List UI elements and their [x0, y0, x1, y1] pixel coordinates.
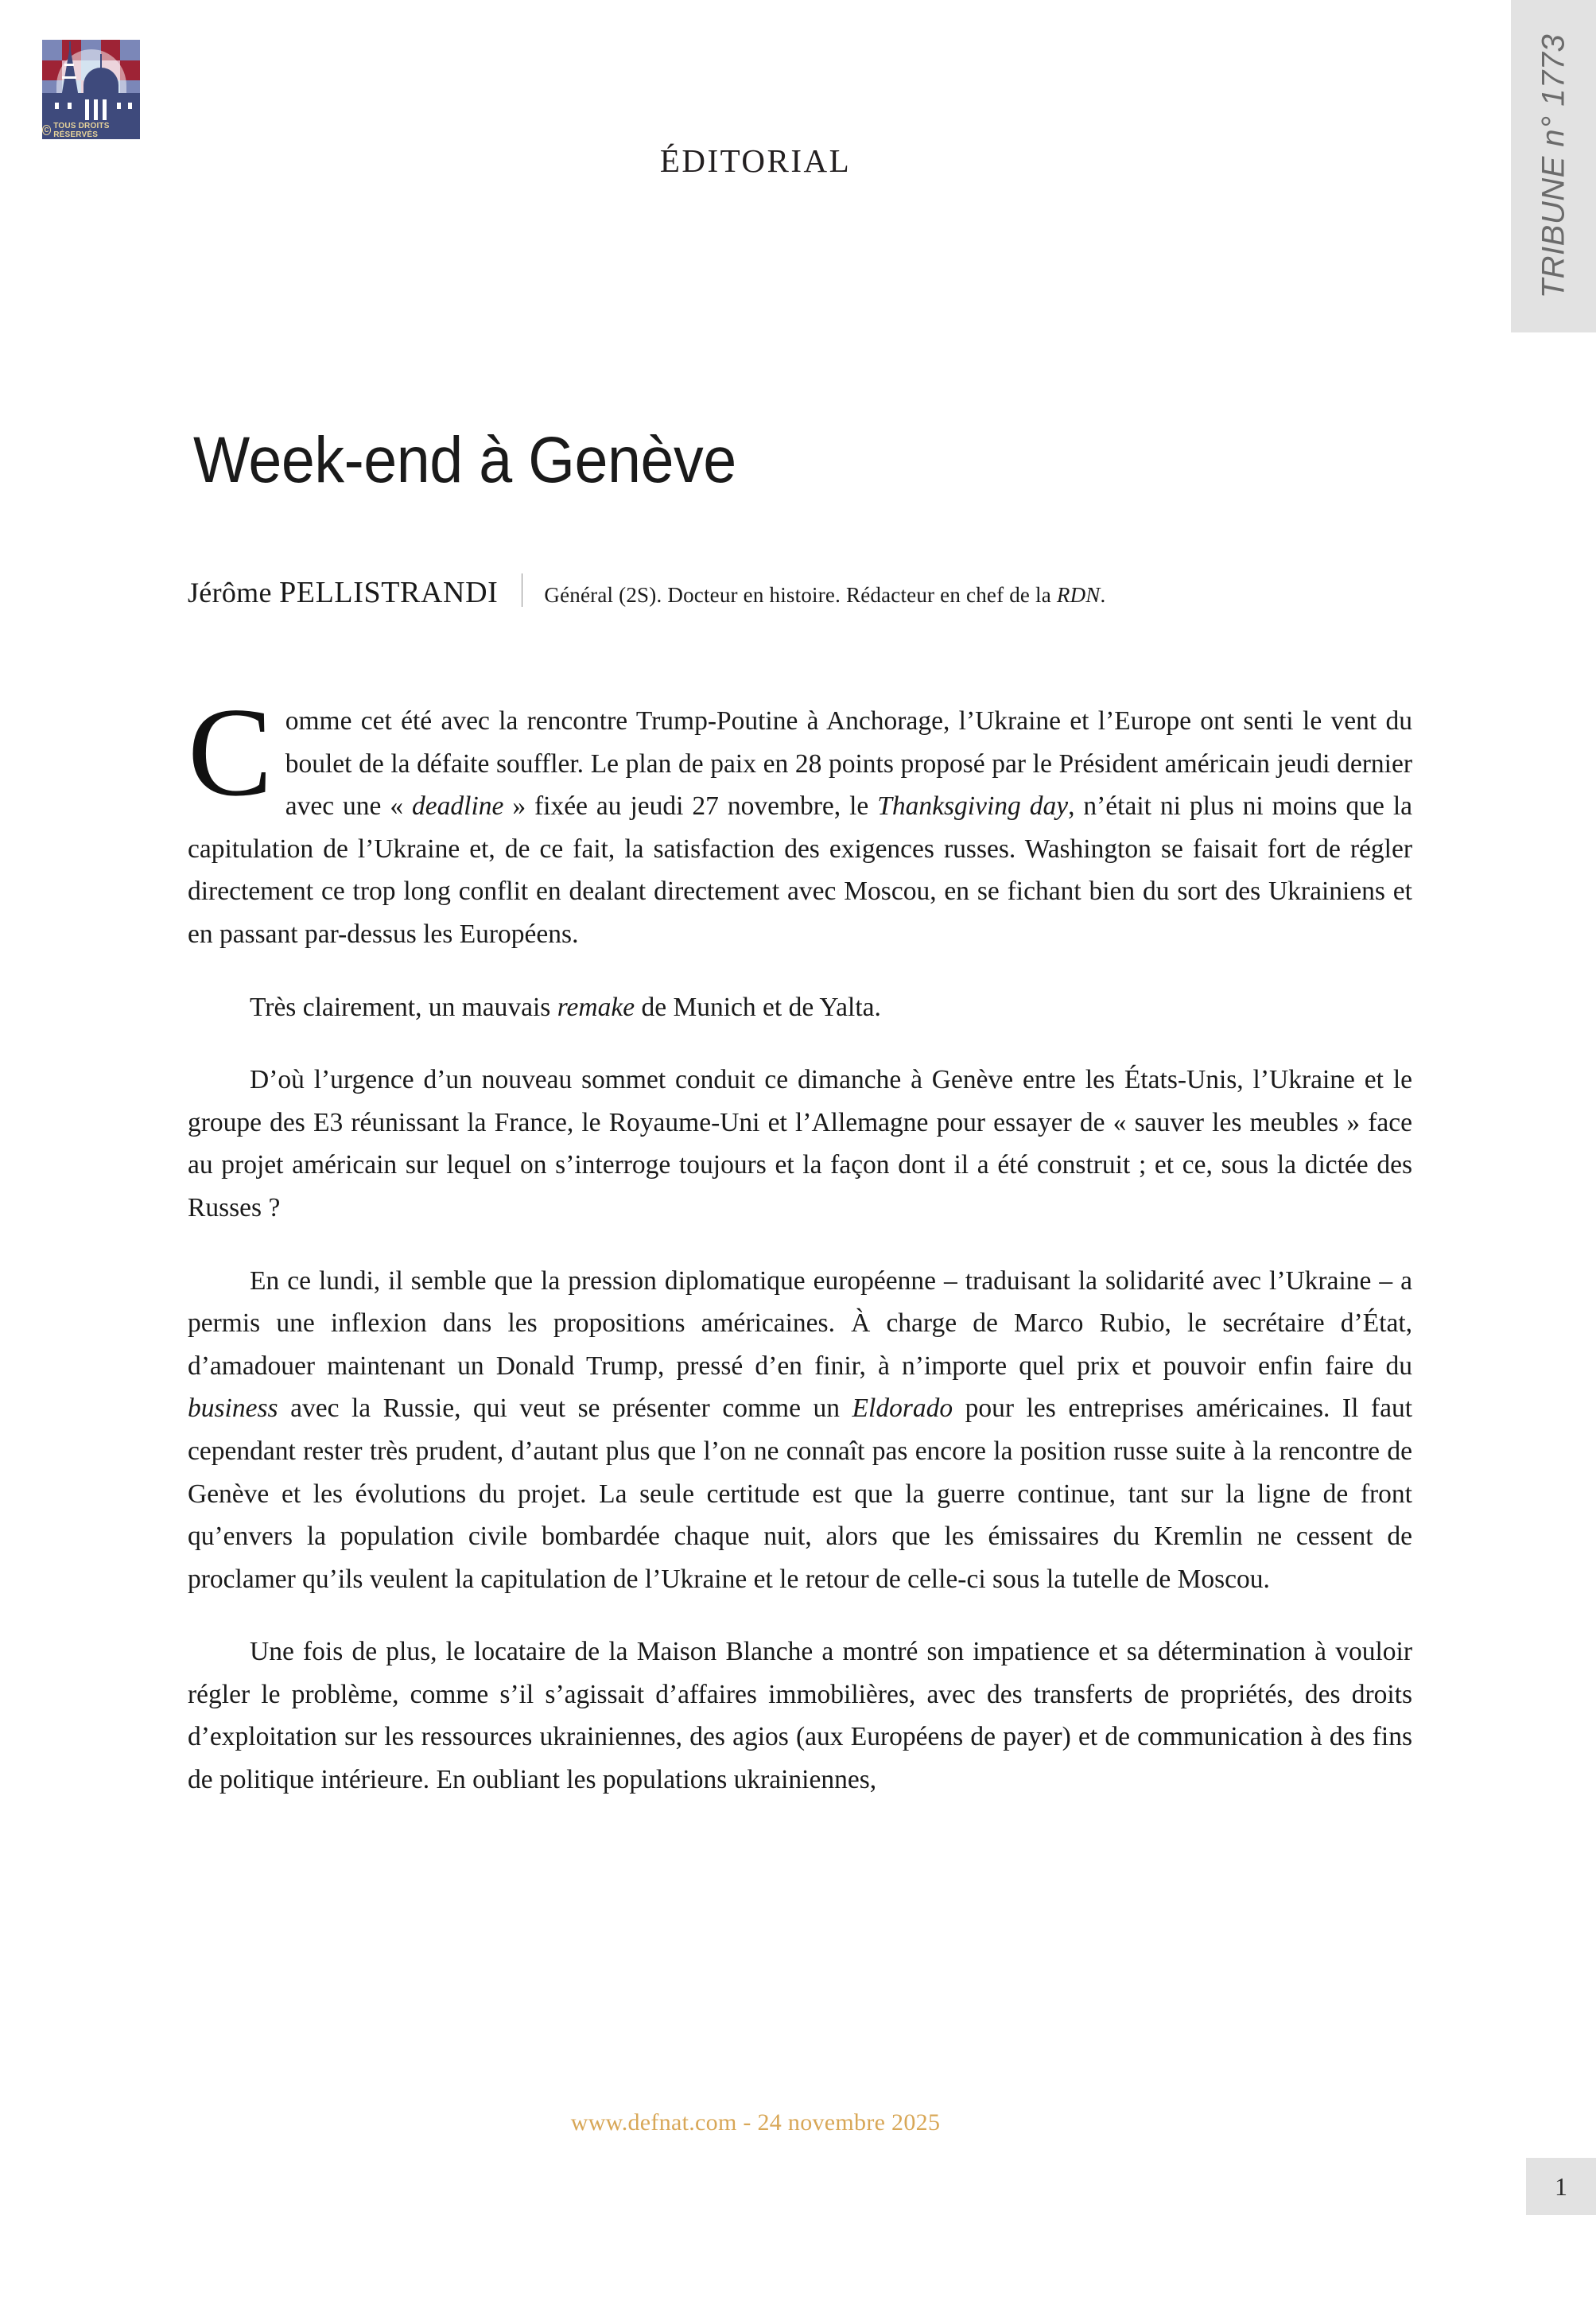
- logo-window: [68, 103, 72, 109]
- drop-cap: C: [188, 681, 273, 822]
- paragraph-text: En ce lundi, il semble que la pression diplomatique européenne – traduisant la solidarité avec l’Ukraine – a permis une inflexion dans les propositions américaines. À charge de Marco Rubio, le secrétaire d’État, d’amadouer maintenant un Donald Trump, pressé d’en finir, à n’importe quel prix et pouvoir enfin faire du: [188, 1265, 1412, 1381]
- article-paragraph: [188, 681, 1413, 956]
- emphasised-text: deadline: [412, 791, 504, 822]
- publisher-logo: [42, 40, 140, 139]
- byline: [188, 569, 1105, 610]
- paragraph-text: Très clairement, un mauvais: [250, 992, 557, 1022]
- logo-check-tile: [120, 40, 140, 60]
- article-paragraph: [188, 986, 1412, 1029]
- page-footer: www.defnat.com - 24 novembre 2025: [570, 2109, 941, 2136]
- logo-window: [55, 103, 59, 109]
- copyright-icon: C: [42, 125, 51, 135]
- byline-role-suffix: .: [1100, 583, 1106, 607]
- logo-column: [103, 99, 107, 120]
- article-paragraph: [188, 1059, 1412, 1229]
- eiffel-lower-band: [62, 76, 76, 79]
- section-kicker: ÉDITORIAL: [659, 142, 852, 179]
- paragraph-text: omme cet été avec la rencontre Trump-Poutine à Anchorage, l’Ukraine et l’Europe ont senti le vent du boulet de la défaite souffler. Le plan de paix en 28 points proposé par le Président américain jeudi dernier avec une «: [285, 706, 1412, 822]
- byline-first-name: Jérôme: [188, 577, 272, 608]
- emphasised-text: business: [188, 1393, 278, 1424]
- paragraph-text: » fixée au jeudi 27 novembre, le: [503, 791, 878, 822]
- logo-column: [85, 99, 89, 120]
- byline-author: [188, 575, 498, 610]
- article-paragraph: [188, 1260, 1412, 1601]
- page-number: 1: [1526, 2158, 1596, 2215]
- logo-column: [94, 99, 98, 120]
- tribune-side-tab-label: TRIBUNE n° 1773: [1536, 33, 1571, 299]
- tribune-side-tab: [1511, 0, 1596, 332]
- paragraph-text: D’où l’urgence d’un nouveau sommet conduit ce dimanche à Genève entre les États-Unis, l’Ukraine et le groupe des E3 réunissant la France, le Royaume-Uni et l’Allemagne pour essayer de « sauver les meubles » face au projet américain sur lequel on s’interroge toujours et la façon dont il a été construit ; et ce, sous la dictée des Russes ?: [188, 1065, 1412, 1222]
- byline-role-prefix: Général (2S). Docteur en histoire. Rédacteur en chef de la: [544, 583, 1057, 607]
- logo-frame: [42, 40, 140, 139]
- paragraph-text: avec la Russie, qui veut se présenter comme un: [278, 1393, 852, 1424]
- paragraph-text: pour les entreprises américaines. Il faut cependant rester très prudent, d’autant plus que l’on ne connaît pas encore la position russe suite à la rencontre de Genève et les évolutions du projet. La seule certitude est que la guerre continue, tant sur la ligne de front qu’envers la population civile bombardée chaque nuit, alors que les émissaires du Kremlin ne cessent de proclamer qu’ils veulent la capitulation de l’Ukraine et le retour de celle-ci sous la tutelle de Moscou.: [188, 1393, 1413, 1594]
- paragraph-text: de Munich et de Yalta.: [635, 992, 881, 1022]
- byline-role-publication: RDN: [1056, 583, 1101, 607]
- page-title: Week-end à Genève: [193, 423, 736, 496]
- article-body: [188, 681, 1413, 1802]
- dome-spire-icon: [100, 54, 102, 70]
- emphasised-text: remake: [557, 992, 635, 1022]
- logo-window: [128, 103, 132, 109]
- eiffel-spire-icon: [69, 41, 71, 51]
- byline-role: [544, 583, 1105, 608]
- paragraph-text: , n’était ni plus ni moins que la capitulation de l’Ukraine et, de ce fait, la satisfaction des exigences russes. Washington se faisait fort de régler directement ce trop long conflit en dealant directement avec Moscou, en se fichant bien du sort des Ukrainiens et en passant par-dessus les Européens.: [188, 791, 1413, 949]
- emphasised-text: Thanksgiving day: [877, 791, 1069, 822]
- logo-caption: [42, 121, 140, 139]
- article-paragraph: [188, 1631, 1412, 1801]
- byline-surname: PELLISTRANDI: [279, 576, 499, 609]
- logo-window: [117, 103, 121, 109]
- logo-check-tile: [42, 40, 62, 60]
- emphasised-text: Eldorado: [852, 1393, 953, 1424]
- logo-caption-text: TOUS DROITS RÉSERVÉS: [53, 121, 110, 139]
- eiffel-upper-band: [64, 64, 74, 66]
- paragraph-text: Une fois de plus, le locataire de la Maison Blanche a montré son impatience et sa détermination à vouloir régler le problème, comme s’il s’agissait d’affaires immobilières, avec des transferts de propriétés, des droits d’exploitation sur les ressources ukrainiennes, des agios (aux Européens de payer) et de communication à des fins de politique intérieure. En oubliant les populations ukrainiennes,: [188, 1637, 1412, 1795]
